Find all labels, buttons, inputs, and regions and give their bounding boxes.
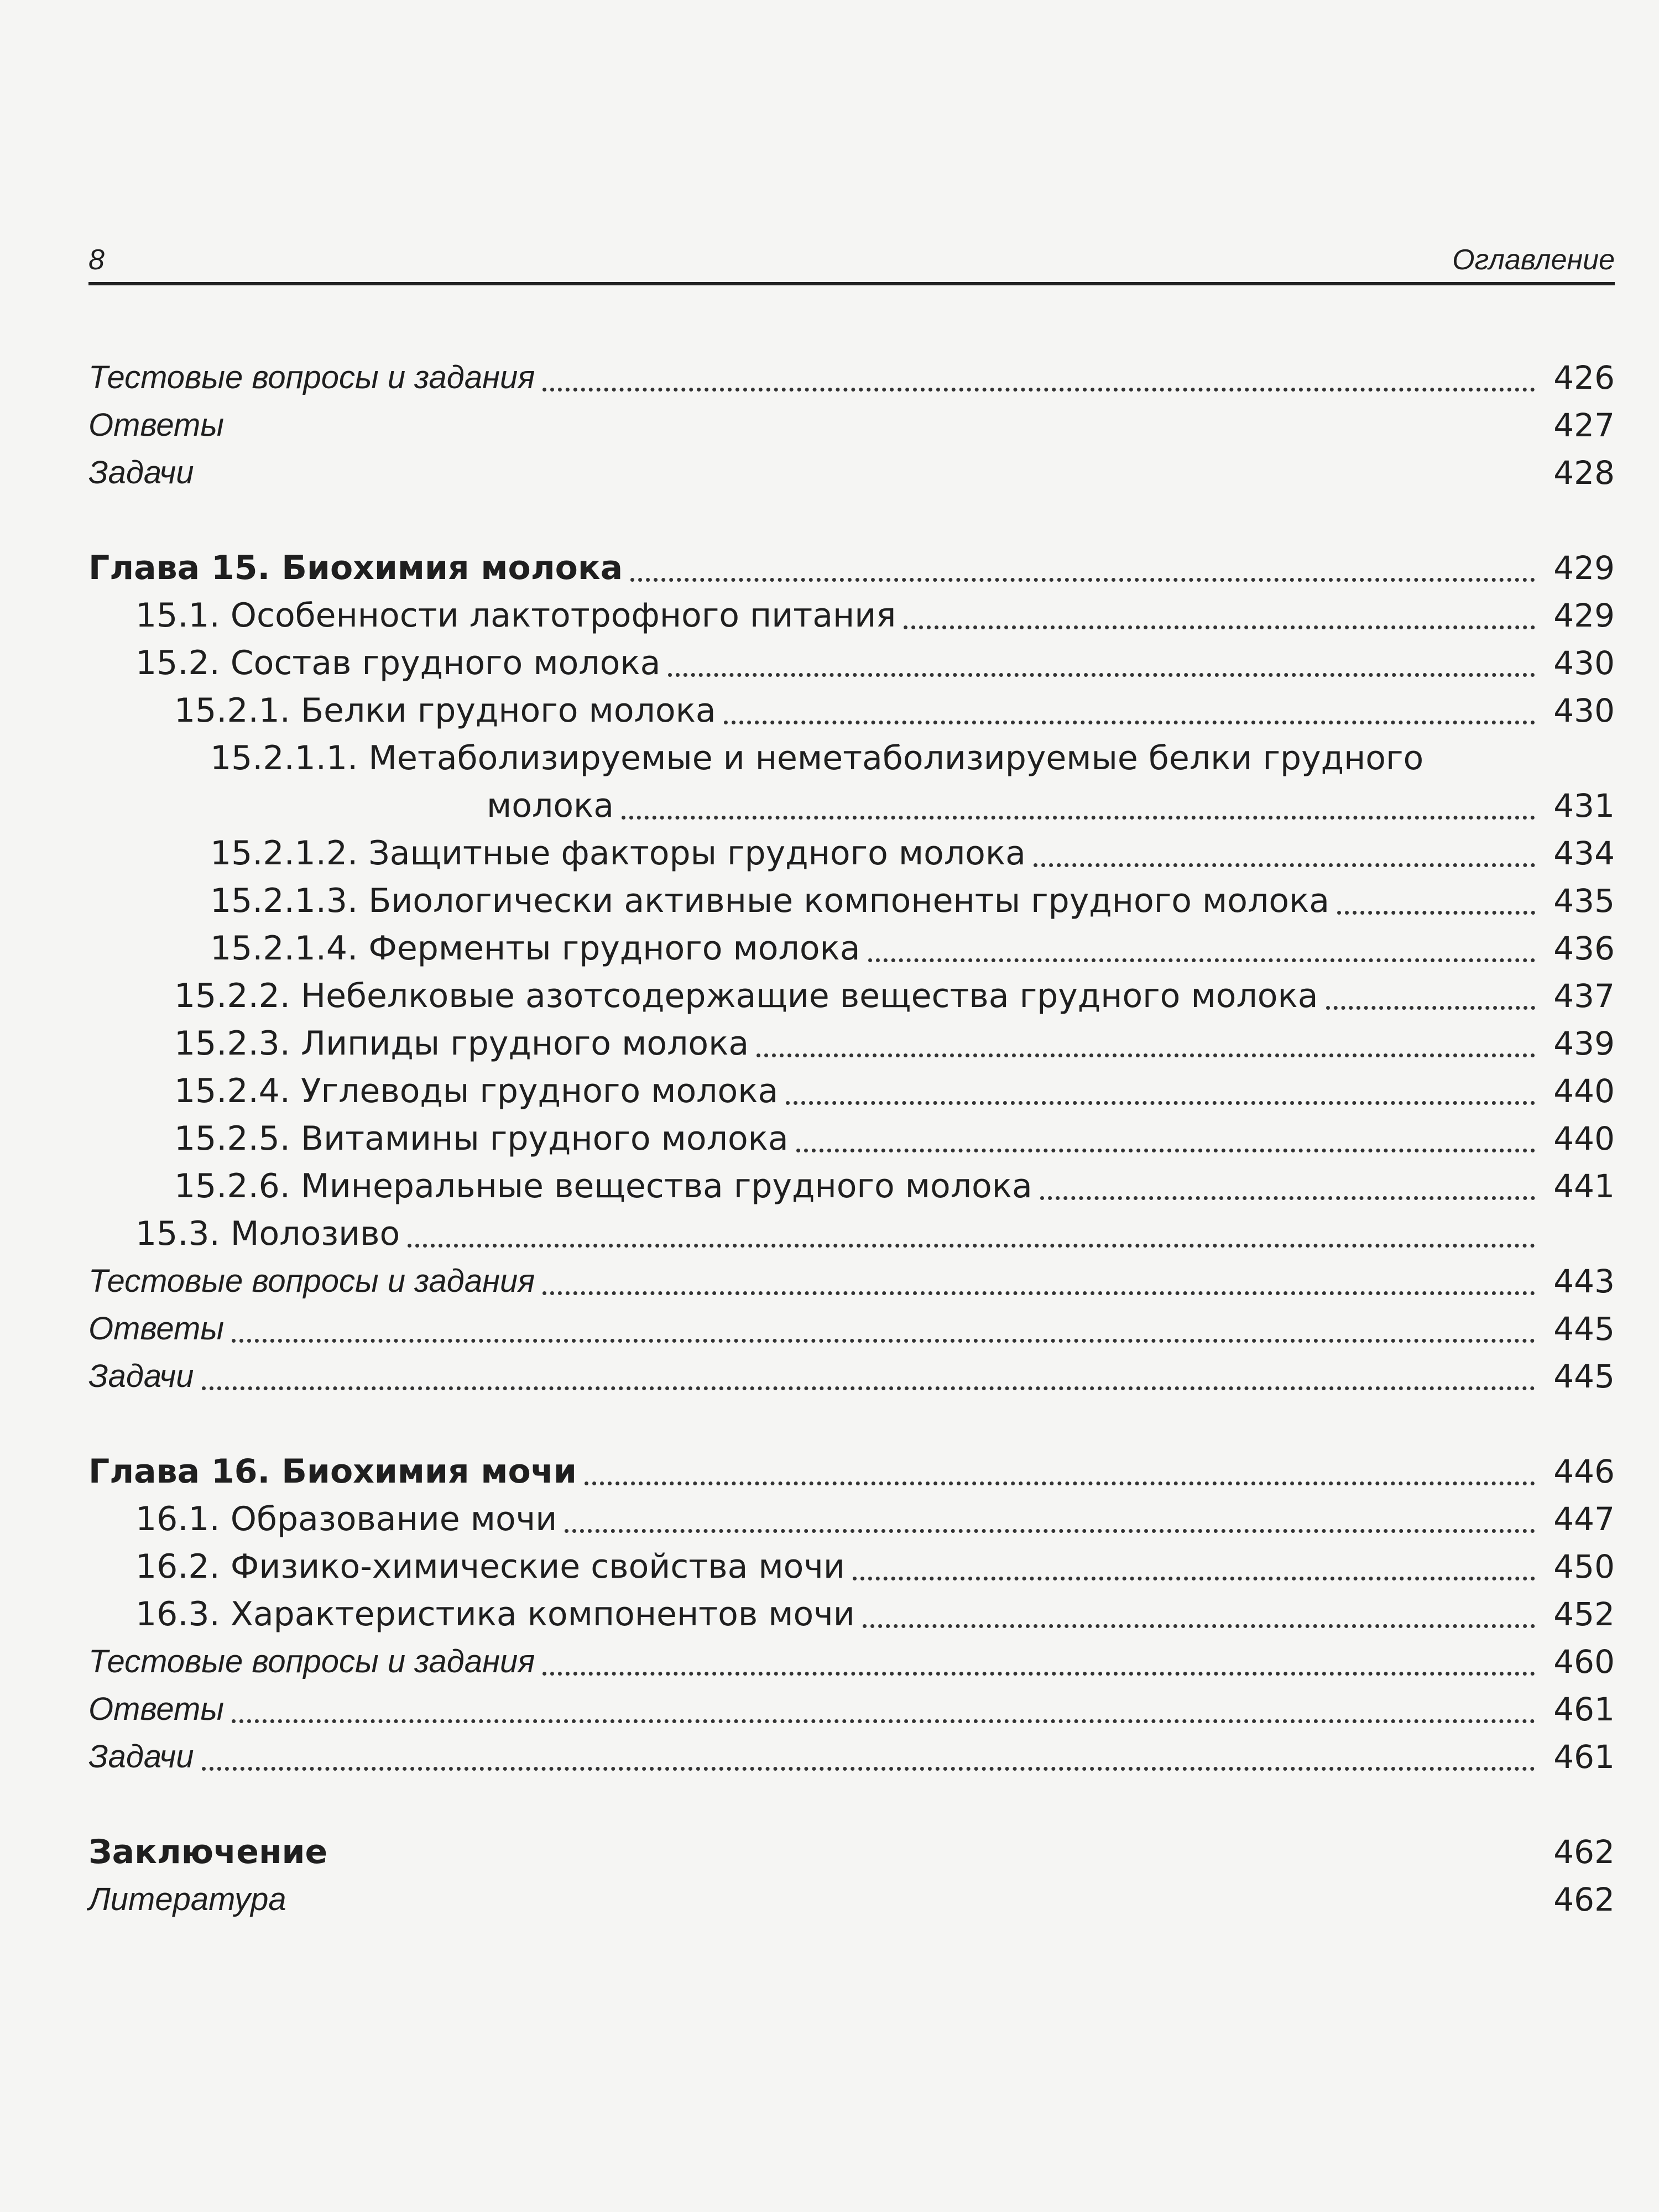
toc-section-15-2[interactable] bbox=[88, 639, 1615, 687]
toc-entry-test-questions[interactable] bbox=[88, 1638, 1615, 1686]
toc-section-16-3[interactable] bbox=[88, 1590, 1615, 1638]
toc-section-15-2-1-1[interactable] bbox=[88, 734, 1615, 830]
toc-entry-title: Литература bbox=[88, 1881, 286, 1917]
running-title: Оглавление bbox=[1452, 244, 1615, 276]
toc-entry-title: 15.2.3. Липиды грудного молока bbox=[174, 1024, 749, 1063]
table-of-contents bbox=[88, 354, 1615, 1923]
page-header bbox=[88, 243, 1615, 285]
spacer bbox=[88, 1781, 1615, 1828]
toc-chapter-16[interactable] bbox=[88, 1448, 1615, 1495]
toc-entry-title: 16.2. Физико-химические свойства мочи bbox=[135, 1547, 845, 1586]
dot-leader bbox=[724, 721, 1535, 724]
toc-entry-problems[interactable] bbox=[88, 1353, 1615, 1400]
toc-entry-title: Задачи bbox=[88, 455, 194, 491]
toc-page-number: 460 bbox=[1553, 1643, 1615, 1681]
dot-leader bbox=[1337, 911, 1535, 915]
toc-page-number: 446 bbox=[1553, 1453, 1615, 1490]
toc-entry-title: 15.2.1. Белки грудного молока bbox=[174, 691, 716, 730]
dot-leader bbox=[232, 1339, 1535, 1343]
toc-entry-conclusion[interactable] bbox=[88, 1828, 1615, 1876]
toc-entry-title: 15.2. Состав грудного молока bbox=[135, 644, 661, 682]
dot-leader bbox=[868, 958, 1535, 962]
toc-entry-title: Ответы bbox=[88, 1691, 225, 1727]
toc-entry-continuation bbox=[210, 782, 1615, 830]
dot-leader bbox=[202, 1386, 1535, 1390]
toc-page-number: 437 bbox=[1553, 977, 1615, 1015]
toc-entry-test-questions[interactable] bbox=[88, 354, 1615, 401]
toc-page-number: 434 bbox=[1553, 834, 1615, 872]
page-number: 8 bbox=[88, 244, 105, 276]
toc-page-number: 430 bbox=[1553, 692, 1615, 729]
toc-section-15-1[interactable] bbox=[88, 592, 1615, 639]
toc-page-number: 427 bbox=[1553, 406, 1615, 444]
dot-leader bbox=[622, 816, 1535, 820]
dot-leader bbox=[202, 1767, 1535, 1771]
toc-page-number: 440 bbox=[1553, 1120, 1615, 1157]
toc-entry-answers[interactable] bbox=[88, 1686, 1615, 1733]
toc-page-number: 436 bbox=[1553, 930, 1615, 967]
toc-entry-title: Задачи bbox=[88, 1739, 194, 1775]
toc-section-15-2-2[interactable] bbox=[88, 972, 1615, 1020]
dot-leader bbox=[542, 388, 1535, 392]
spacer bbox=[88, 497, 1615, 544]
toc-page-number: 439 bbox=[1553, 1025, 1615, 1062]
toc-entry-title: 15.2.1.2. Защитные факторы грудного молока bbox=[210, 834, 1026, 873]
toc-entry-title: 15.2.4. Углеводы грудного молока bbox=[174, 1072, 779, 1110]
toc-entry-answers[interactable] bbox=[88, 1305, 1615, 1353]
toc-section-15-2-3[interactable] bbox=[88, 1020, 1615, 1067]
toc-page-number: 450 bbox=[1553, 1548, 1615, 1585]
toc-entry-title: 15.3. Молозиво bbox=[135, 1214, 400, 1253]
dot-leader bbox=[542, 1672, 1535, 1676]
toc-entry-title-cont: молока bbox=[487, 786, 614, 825]
toc-section-15-2-1-3[interactable] bbox=[88, 877, 1615, 925]
toc-entry-answers[interactable] bbox=[88, 401, 1615, 449]
toc-page-number: 461 bbox=[1553, 1691, 1615, 1728]
toc-section-15-2-4[interactable] bbox=[88, 1067, 1615, 1115]
toc-entry-title: 15.2.1.1. Метаболизируемые и неметаболизируемые белки грудного bbox=[210, 739, 1424, 778]
toc-entry-title: Тестовые вопросы и задания bbox=[88, 359, 535, 395]
toc-page-number: 431 bbox=[1553, 787, 1615, 825]
dot-leader bbox=[1040, 1196, 1535, 1200]
toc-page-number: 430 bbox=[1553, 644, 1615, 682]
toc-entry-title: 15.2.1.3. Биологически активные компоненты грудного молока bbox=[210, 881, 1330, 920]
dot-leader bbox=[565, 1529, 1535, 1533]
dot-leader bbox=[904, 625, 1535, 629]
toc-entry-title: 15.2.1.4. Ферменты грудного молока bbox=[210, 929, 860, 968]
toc-section-16-2[interactable] bbox=[88, 1543, 1615, 1590]
toc-chapter-title: Заключение bbox=[88, 1833, 328, 1871]
toc-entry-title: 15.2.5. Витамины грудного молока bbox=[174, 1119, 789, 1158]
toc-page-number: 443 bbox=[1553, 1262, 1615, 1300]
dot-leader bbox=[863, 1624, 1535, 1628]
toc-page-number: 452 bbox=[1553, 1595, 1615, 1633]
dot-leader bbox=[853, 1577, 1535, 1580]
toc-entry-title: 16.3. Характеристика компонентов мочи bbox=[135, 1595, 855, 1634]
toc-page-number: 462 bbox=[1553, 1833, 1615, 1871]
toc-section-15-2-6[interactable] bbox=[88, 1162, 1615, 1210]
toc-entry-problems[interactable] bbox=[88, 1733, 1615, 1781]
dot-leader bbox=[786, 1101, 1535, 1105]
toc-page-number: 429 bbox=[1553, 597, 1615, 634]
spacer bbox=[88, 1400, 1615, 1448]
toc-chapter-15[interactable] bbox=[88, 544, 1615, 592]
toc-entry-test-questions[interactable] bbox=[88, 1258, 1615, 1305]
toc-section-15-2-1[interactable] bbox=[88, 687, 1615, 734]
dot-leader bbox=[757, 1053, 1535, 1057]
dot-leader bbox=[232, 1719, 1535, 1723]
toc-entry-title: 15.1. Особенности лактотрофного питания bbox=[135, 596, 896, 635]
dot-leader bbox=[796, 1149, 1535, 1152]
dot-leader bbox=[542, 1291, 1535, 1295]
toc-entry-title: 15.2.2. Небелковые азотсодержащие вещества грудного молока bbox=[174, 977, 1318, 1015]
toc-section-15-2-1-4[interactable] bbox=[88, 925, 1615, 972]
dot-leader bbox=[585, 1481, 1535, 1485]
toc-entry-title: 16.1. Образование мочи bbox=[135, 1500, 557, 1538]
toc-page-number: 461 bbox=[1553, 1738, 1615, 1776]
toc-section-16-1[interactable] bbox=[88, 1495, 1615, 1543]
dot-leader bbox=[1326, 1006, 1535, 1010]
toc-chapter-title: Глава 16. Биохимия мочи bbox=[88, 1452, 577, 1491]
toc-entry-problems[interactable] bbox=[88, 449, 1615, 497]
toc-entry-title: 15.2.6. Минеральные вещества грудного молока bbox=[174, 1167, 1032, 1206]
toc-entry-title: Ответы bbox=[88, 407, 225, 443]
toc-section-15-2-1-2[interactable] bbox=[88, 830, 1615, 877]
toc-chapter-title: Глава 15. Биохимия молока bbox=[88, 549, 623, 587]
toc-page-number: 435 bbox=[1553, 882, 1615, 920]
toc-entry-title: Задачи bbox=[88, 1358, 194, 1394]
toc-page-number: 445 bbox=[1553, 1358, 1615, 1395]
toc-page-number: 440 bbox=[1553, 1072, 1615, 1110]
dot-leader bbox=[630, 578, 1535, 582]
toc-entry-title: Тестовые вопросы и задания bbox=[88, 1263, 535, 1299]
toc-entry-title: Ответы bbox=[88, 1311, 225, 1347]
toc-page-number: 445 bbox=[1553, 1310, 1615, 1348]
dot-leader bbox=[1034, 863, 1535, 867]
toc-entry-title: Тестовые вопросы и задания bbox=[88, 1644, 535, 1679]
toc-page-number: 447 bbox=[1553, 1500, 1615, 1538]
toc-entry-literature[interactable] bbox=[88, 1876, 1615, 1923]
toc-page-number: 429 bbox=[1553, 549, 1615, 587]
toc-page-number: 428 bbox=[1553, 454, 1615, 492]
toc-page-number: 426 bbox=[1553, 359, 1615, 397]
toc-section-15-3[interactable] bbox=[88, 1210, 1615, 1258]
dot-leader bbox=[408, 1244, 1535, 1248]
toc-page-number: 441 bbox=[1553, 1167, 1615, 1205]
toc-page-number: 462 bbox=[1553, 1881, 1615, 1918]
toc-section-15-2-5[interactable] bbox=[88, 1115, 1615, 1162]
dot-leader bbox=[668, 673, 1535, 677]
